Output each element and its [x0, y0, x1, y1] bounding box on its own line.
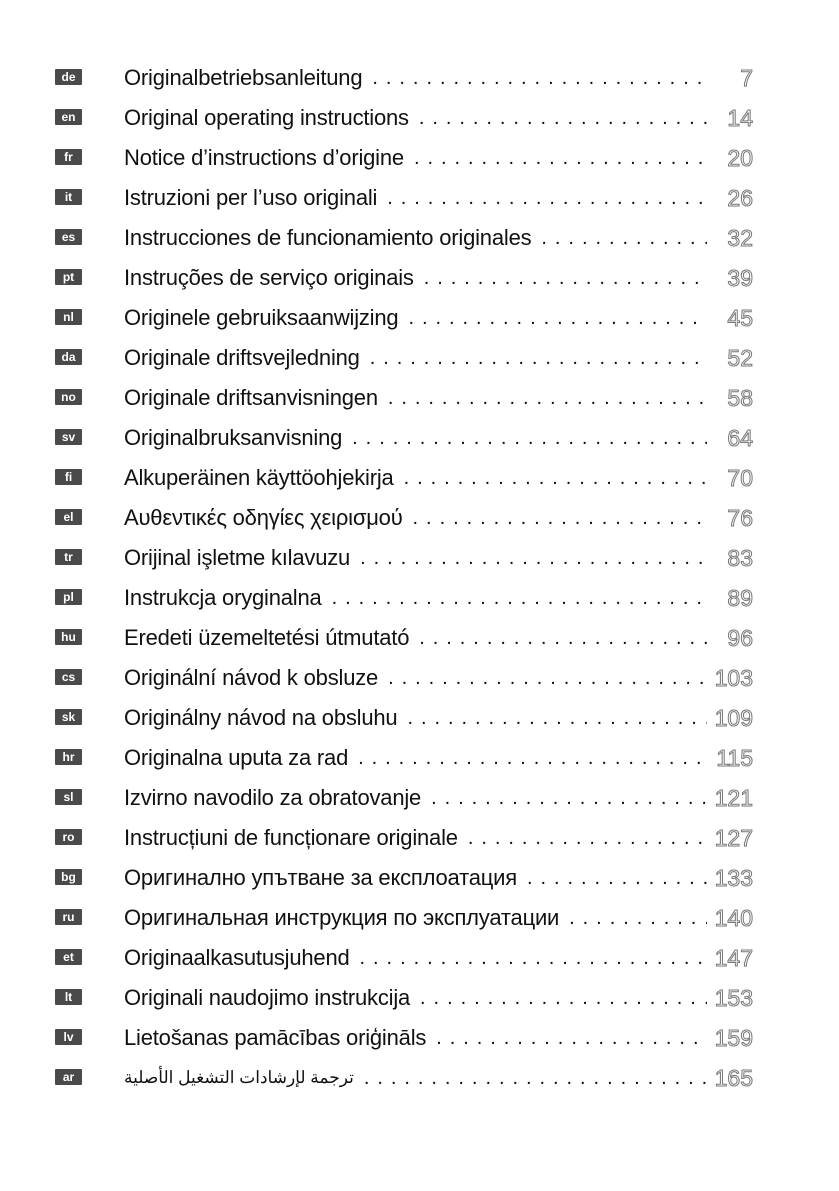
dot-leader	[404, 467, 707, 490]
toc-title: Eredeti üzemeltetési útmutató	[124, 625, 410, 650]
toc-title: Instrukcja oryginalna	[124, 585, 322, 610]
toc-title: Originali naudojimo instrukcija	[124, 985, 411, 1010]
toc-row-cs[interactable]	[0, 658, 839, 698]
dot-leader	[424, 267, 707, 290]
toc-row-de[interactable]	[0, 58, 839, 98]
page-number: 39	[727, 265, 753, 291]
page-number: 127	[714, 825, 753, 851]
toc-title: Originálny návod na obsluhu	[124, 705, 398, 730]
toc-row-sv[interactable]	[0, 418, 839, 458]
toc-row-el[interactable]	[0, 498, 839, 538]
page-number: 103	[714, 665, 753, 691]
page-number: 165	[714, 1065, 753, 1091]
toc-row-pt[interactable]	[0, 258, 839, 298]
language-code-badge: pl	[55, 589, 82, 605]
toc-title: Original operating instructions	[124, 105, 409, 130]
toc-row-pl[interactable]	[0, 578, 839, 618]
toc-row-nl[interactable]	[0, 298, 839, 338]
dot-leader	[352, 427, 707, 450]
language-code-badge: hu	[55, 629, 82, 645]
language-code-badge: no	[55, 389, 82, 405]
toc-row-ar[interactable]	[0, 1058, 839, 1098]
toc-title: Instrucciones de funcionamiento originales	[124, 225, 532, 250]
language-code-badge: es	[55, 229, 82, 245]
dot-leader	[541, 227, 707, 250]
dot-leader	[468, 827, 707, 850]
page-number: 76	[727, 505, 753, 531]
toc-title: Instruções de serviço originais	[124, 265, 414, 290]
toc-row-ro[interactable]	[0, 818, 839, 858]
toc-title: Lietošanas pamācības oriģināls	[124, 1025, 427, 1050]
toc-title: Originale driftsanvisningen	[124, 385, 378, 410]
page-number: 32	[727, 225, 753, 251]
language-code-badge: cs	[55, 669, 82, 685]
dot-leader	[360, 547, 707, 570]
language-code-badge: el	[55, 509, 82, 525]
toc-title: Originalbetriebsanleitung	[124, 65, 363, 90]
language-code-badge: ro	[55, 829, 82, 845]
toc-row-no[interactable]	[0, 378, 839, 418]
page-number: 133	[714, 865, 753, 891]
toc-title: Alkuperäinen käyttöohjekirja	[124, 465, 394, 490]
toc-title: Originele gebruiksaanwijzing	[124, 305, 399, 330]
dot-leader	[419, 107, 707, 130]
toc-title: Originální návod k obsluze	[124, 665, 379, 690]
dot-leader	[413, 507, 707, 530]
dot-leader	[407, 707, 707, 730]
dot-leader	[408, 307, 707, 330]
page-number: 26	[727, 185, 753, 211]
toc-row-lv[interactable]	[0, 1018, 839, 1058]
toc-title: Orijinal işletme kılavuzu	[124, 545, 351, 570]
toc-title: Istruzioni per l’uso originali	[124, 185, 378, 210]
toc-row-fr[interactable]	[0, 138, 839, 178]
page-number: 115	[716, 745, 753, 771]
language-code-badge: lv	[55, 1029, 82, 1045]
page-number: 140	[714, 905, 753, 931]
toc-title: Instrucțiuni de funcționare originale	[124, 825, 458, 850]
page-number: 52	[727, 345, 753, 371]
toc-row-da[interactable]	[0, 338, 839, 378]
language-code-badge: sv	[55, 429, 82, 445]
language-code-badge: ru	[55, 909, 82, 925]
language-code-badge: fi	[55, 469, 82, 485]
page-number: 121	[714, 785, 753, 811]
toc-title: Оригинальная инструкция по эксплуатации	[124, 905, 560, 930]
toc-title: Notice d’instructions d’origine	[124, 145, 404, 170]
dot-leader	[420, 987, 707, 1010]
language-code-badge: hr	[55, 749, 82, 765]
toc-row-ru[interactable]	[0, 898, 839, 938]
page-number: 64	[727, 425, 753, 451]
dot-leader	[388, 387, 707, 410]
toc-row-hu[interactable]	[0, 618, 839, 658]
dot-leader	[414, 147, 707, 170]
language-code-badge: da	[55, 349, 82, 365]
page-number: 153	[714, 985, 753, 1011]
language-code-badge: sl	[55, 789, 82, 805]
toc-title: Originaalkasutusjuhend	[124, 945, 350, 970]
dot-leader	[431, 787, 707, 810]
dot-leader	[364, 1067, 707, 1090]
toc-row-et[interactable]	[0, 938, 839, 978]
page-number: 83	[727, 545, 753, 571]
language-code-badge: bg	[55, 869, 82, 885]
language-code-badge: pt	[55, 269, 82, 285]
toc-title: Оригинално упътване за експлоатация	[124, 865, 517, 890]
page-number: 89	[727, 585, 753, 611]
page-number: 7	[740, 65, 753, 91]
dot-leader	[388, 667, 707, 690]
dot-leader	[332, 587, 707, 610]
language-code-badge: et	[55, 949, 82, 965]
language-code-badge: lt	[55, 989, 82, 1005]
page-number: 147	[714, 945, 753, 971]
language-code-badge: tr	[55, 549, 82, 565]
page-number: 14	[727, 105, 753, 131]
language-code-badge: it	[55, 189, 82, 205]
toc-row-lt[interactable]	[0, 978, 839, 1018]
dot-leader	[358, 747, 707, 770]
toc-title: Originalna uputa za rad	[124, 745, 349, 770]
page-number: 109	[714, 705, 753, 731]
language-code-badge: nl	[55, 309, 82, 325]
dot-leader	[419, 627, 707, 650]
page-number: 96	[727, 625, 753, 651]
toc-row-hr[interactable]	[0, 738, 839, 778]
toc-row-it[interactable]	[0, 178, 839, 218]
page-number: 45	[727, 305, 753, 331]
dot-leader	[387, 187, 707, 210]
dot-leader	[569, 907, 707, 930]
toc-title: Originalbruksanvisning	[124, 425, 343, 450]
dot-leader	[436, 1027, 707, 1050]
page-number: 159	[714, 1025, 753, 1051]
language-code-badge: ar	[55, 1069, 82, 1085]
toc-row-en[interactable]	[0, 98, 839, 138]
toc-row-tr[interactable]	[0, 538, 839, 578]
language-code-badge: sk	[55, 709, 82, 725]
language-code-badge: de	[55, 69, 82, 85]
page-number: 58	[727, 385, 753, 411]
toc-title: Originale driftsvejledning	[124, 345, 360, 370]
toc-title: Αυθεντικές οδηγίες χειρισμού	[124, 505, 403, 530]
dot-leader	[370, 347, 707, 370]
toc-row-es[interactable]	[0, 218, 839, 258]
toc-row-sk[interactable]	[0, 698, 839, 738]
toc-row-sl[interactable]	[0, 778, 839, 818]
dot-leader	[360, 947, 707, 970]
language-code-badge: en	[55, 109, 82, 125]
toc-title: Izvirno navodilo za obratovanje	[124, 785, 422, 810]
language-code-badge: fr	[55, 149, 82, 165]
toc-row-fi[interactable]	[0, 458, 839, 498]
table-of-contents	[0, 58, 839, 1098]
page-number: 70	[727, 465, 753, 491]
dot-leader	[372, 67, 707, 90]
dot-leader	[527, 867, 707, 890]
toc-title: ترجمة لإرشادات التشغيل الأصلية	[124, 1068, 354, 1087]
toc-row-bg[interactable]	[0, 858, 839, 898]
page-number: 20	[727, 145, 753, 171]
